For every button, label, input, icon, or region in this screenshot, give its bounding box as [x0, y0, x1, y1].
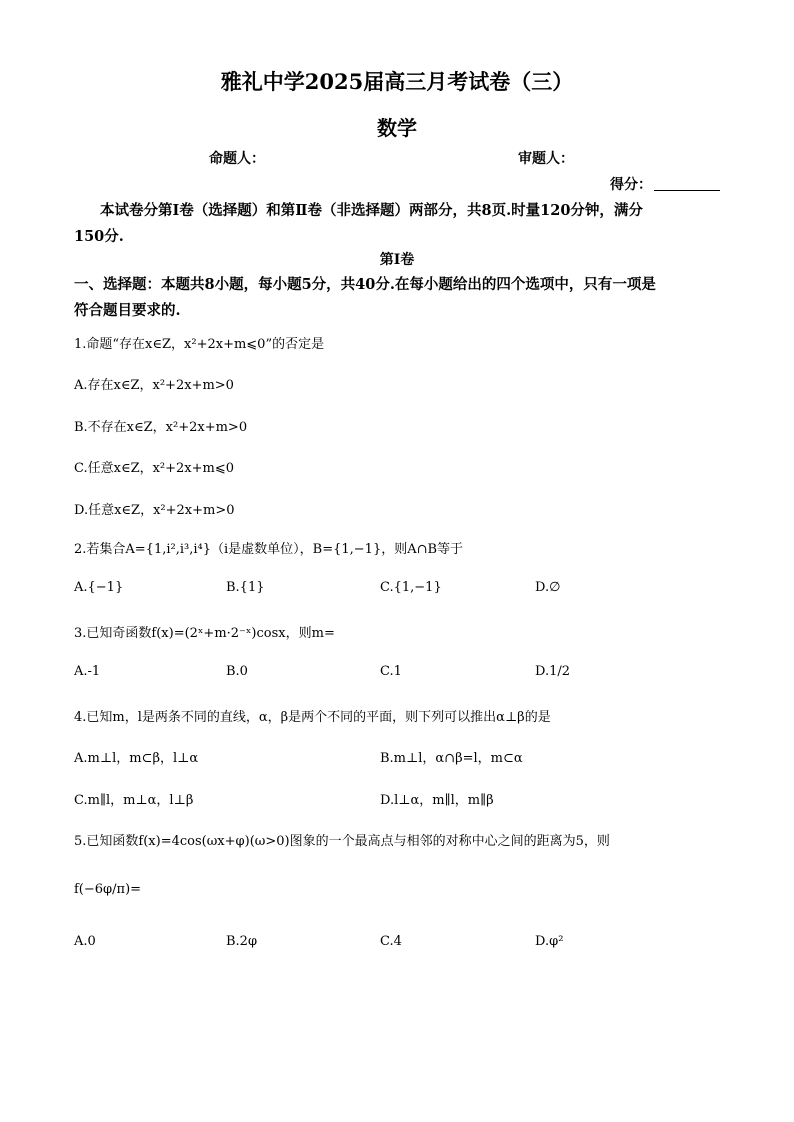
- score-label: 得分：: [610, 177, 652, 193]
- q2-stem: 2.若集合A={1,i²,i³,i⁴}（i是虚数单位），B={1,−1}，则A∩B等于: [74, 542, 464, 557]
- q3-option-d: D.1/2: [535, 664, 571, 679]
- exam-title: 雅礼中学2025届高三月考试卷（三）: [220, 69, 574, 94]
- q3-option-b: B.0: [226, 664, 248, 679]
- q1-stem: 1.命题“存在x∈Z，x²+2x+m⩽0”的否定是: [74, 337, 325, 352]
- q1-option-c: C.任意x∈Z，x²+2x+m⩽0: [74, 461, 235, 476]
- q3-stem: 3.已知奇函数f(x)=(2ˣ+m·2⁻ˣ)cosx，则m=: [74, 626, 335, 641]
- q3-option-c: C.1: [380, 664, 402, 679]
- q5-stem-2: f(−6φ/π)=: [74, 882, 142, 897]
- subject-title: 数学: [377, 116, 417, 140]
- q2-option-d: D.∅: [535, 580, 561, 595]
- q5-option-c: C.4: [380, 934, 402, 949]
- q4-option-a: A.m⊥l，m⊂β，l⊥α: [74, 751, 199, 766]
- q4-stem: 4.已知m，l是两条不同的直线，α，β是两个不同的平面，则下列可以推出α⊥β的是: [74, 710, 551, 725]
- q3-option-a: A.-1: [74, 664, 101, 679]
- q5-option-b: B.2φ: [226, 934, 258, 949]
- intro-line-2: 150分.: [74, 228, 124, 245]
- q1-option-b: B.不存在x∈Z，x²+2x+m>0: [74, 420, 248, 435]
- section-heading-2: 符合题目要求的.: [74, 302, 181, 319]
- intro-line-1: 本试卷分第Ⅰ卷（选择题）和第Ⅱ卷（非选择题）两部分，共8页.时量120分钟，满分: [100, 202, 643, 219]
- q4-option-c: C.m∥l，m⊥α，l⊥β: [74, 793, 194, 808]
- q2-option-c: C.{1,−1}: [380, 580, 442, 595]
- reviewer-label: 审题人：: [518, 151, 574, 167]
- q5-stem: 5.已知函数f(x)=4cos(ωx+φ)(ω>0)图象的一个最高点与相邻的对称中心之间的距离为5，则: [74, 834, 610, 849]
- q2-option-a: A.{−1}: [74, 580, 124, 595]
- section-title: 第Ⅰ卷: [379, 252, 415, 268]
- q1-option-d: D.任意x∈Z，x²+2x+m>0: [74, 503, 235, 518]
- q5-option-d: D.φ²: [535, 934, 564, 949]
- q5-option-a: A.0: [74, 934, 96, 949]
- q4-option-b: B.m⊥l，α∩β=l，m⊂α: [380, 751, 523, 766]
- score-blank: [654, 176, 720, 191]
- section-heading-1: 一、选择题：本题共8小题，每小题5分，共40分.在每小题给出的四个选项中，只有一项是: [74, 276, 656, 293]
- score-field: [610, 174, 720, 194]
- q1-option-a: A.存在x∈Z，x²+2x+m>0: [74, 378, 234, 393]
- q4-option-d: D.l⊥α，m∥l，m∥β: [380, 793, 494, 808]
- setter-label: 命题人：: [209, 151, 265, 167]
- q2-option-b: B.{1}: [226, 580, 265, 595]
